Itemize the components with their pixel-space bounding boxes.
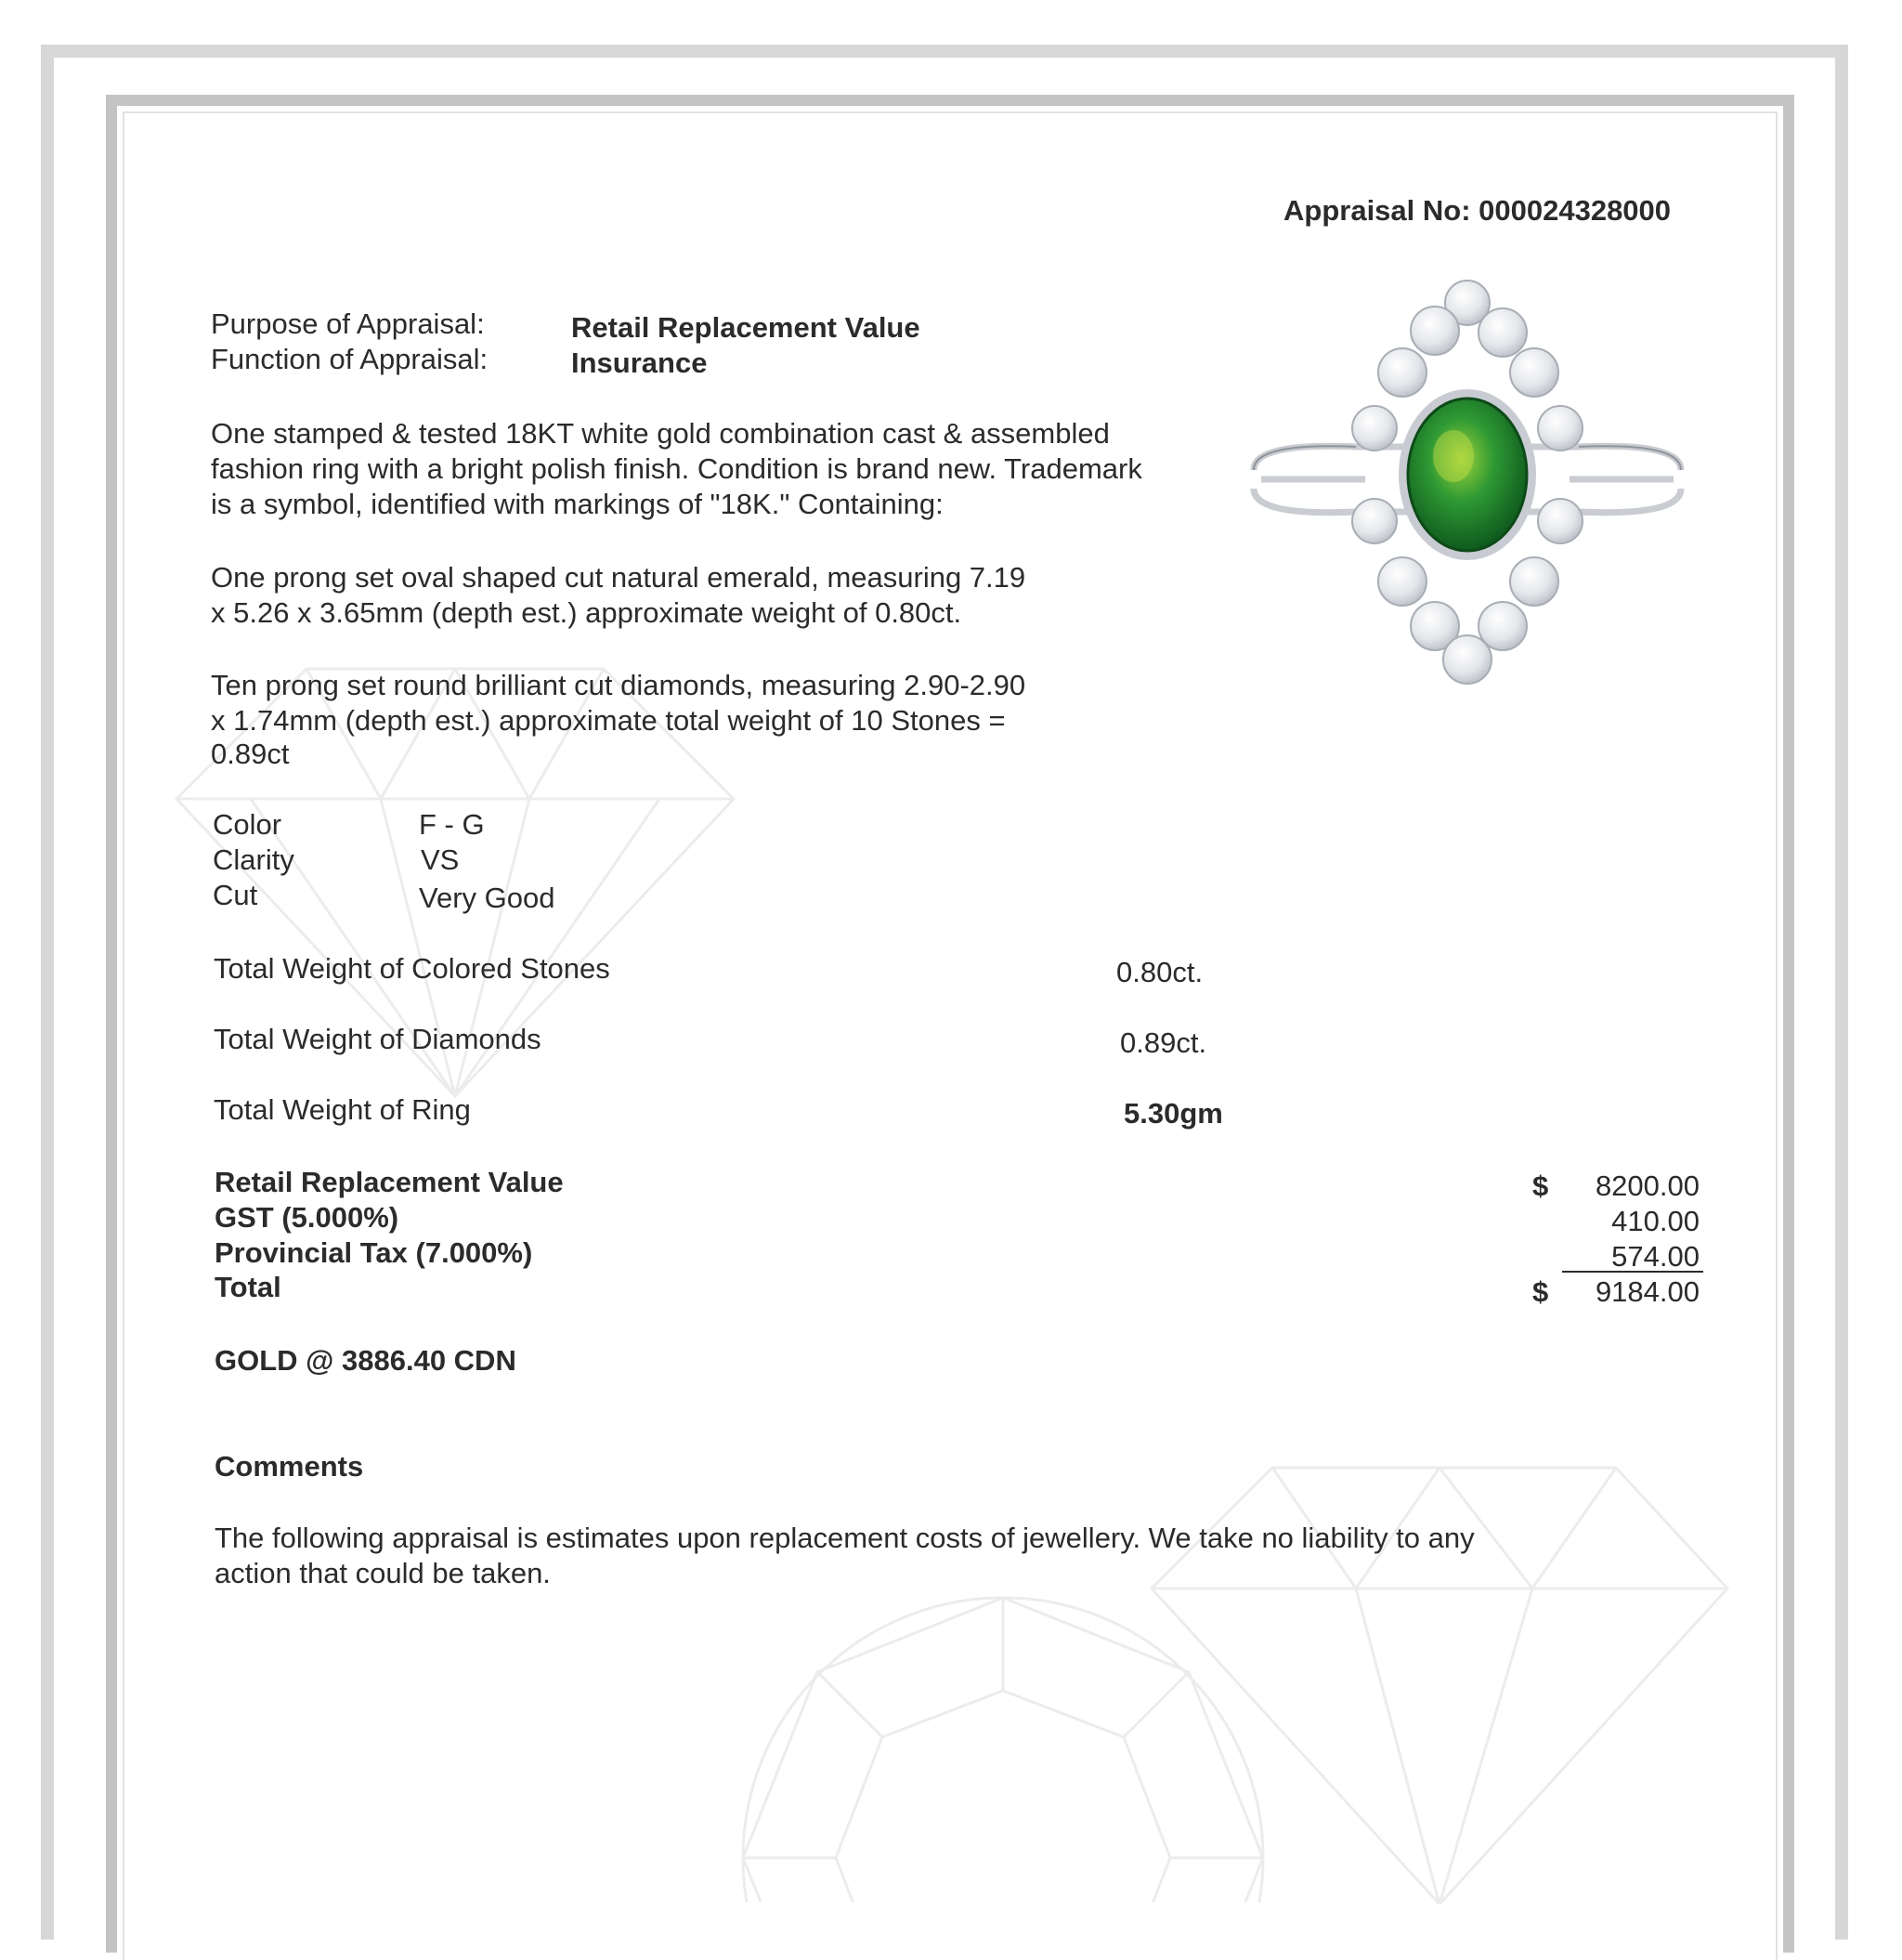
comments-heading: Comments: [215, 1450, 364, 1483]
total-label: Total: [215, 1271, 281, 1303]
clarity-value: VS: [421, 843, 460, 876]
gst-label: GST (5.000%): [215, 1201, 399, 1234]
retail-value-currency: $: [1532, 1169, 1549, 1202]
description-line-1: One stamped & tested 18KT white gold combination cast & assembled: [211, 417, 1110, 450]
purpose-value: Retail Replacement Value: [571, 311, 920, 344]
colored-stones-weight-label: Total Weight of Colored Stones: [214, 952, 610, 985]
clarity-label: Clarity: [213, 843, 294, 876]
emerald-line-1: One prong set oval shaped cut natural emerald, measuring 7.19: [211, 561, 1026, 594]
appraisal-number: Appraisal No: 000024328000: [1283, 194, 1672, 227]
diamonds-weight-label: Total Weight of Diamonds: [214, 1023, 541, 1055]
function-label: Function of Appraisal:: [211, 343, 489, 375]
color-label: Color: [213, 808, 282, 841]
total-underline: [1562, 1271, 1703, 1273]
retail-value-amount: 8200.00: [1595, 1169, 1700, 1202]
total-amount: 9184.00: [1595, 1275, 1700, 1308]
color-value: F - G: [419, 808, 485, 841]
diamonds-line-3: 0.89ct: [211, 738, 290, 770]
description-line-3: is a symbol, identified with markings of "18K." Containing:: [211, 488, 944, 520]
total-currency: $: [1532, 1275, 1549, 1308]
cut-label: Cut: [213, 879, 258, 911]
colored-stones-weight-value: 0.80ct.: [1116, 956, 1204, 988]
gst-amount: 410.00: [1611, 1205, 1700, 1237]
cut-value: Very Good: [419, 882, 555, 914]
comments-line-1: The following appraisal is estimates upon replacement costs of jewellery. We take no liability to any: [215, 1522, 1475, 1554]
diamonds-weight-value: 0.89ct.: [1120, 1026, 1207, 1059]
function-value: Insurance: [571, 346, 708, 379]
purpose-label: Purpose of Appraisal:: [211, 307, 485, 340]
gold-price: GOLD @ 3886.40 CDN: [215, 1344, 516, 1377]
retail-value-label: Retail Replacement Value: [215, 1166, 564, 1198]
ring-weight-value: 5.30gm: [1124, 1097, 1223, 1130]
ring-photo: [1244, 275, 1690, 693]
diamonds-line-1: Ten prong set round brilliant cut diamonds, measuring 2.90-2.90: [211, 669, 1026, 701]
comments-line-2: action that could be taken.: [215, 1557, 551, 1589]
provincial-tax-amount: 574.00: [1611, 1240, 1700, 1273]
provincial-tax-label: Provincial Tax (7.000%): [215, 1236, 533, 1269]
ring-weight-label: Total Weight of Ring: [214, 1093, 471, 1126]
diamonds-line-2: x 1.74mm (depth est.) approximate total weight of 10 Stones =: [211, 704, 1006, 737]
emerald-line-2: x 5.26 x 3.65mm (depth est.) approximate weight of 0.80ct.: [211, 596, 962, 629]
description-line-2: fashion ring with a bright polish finish. Condition is brand new. Trademark: [211, 452, 1142, 485]
